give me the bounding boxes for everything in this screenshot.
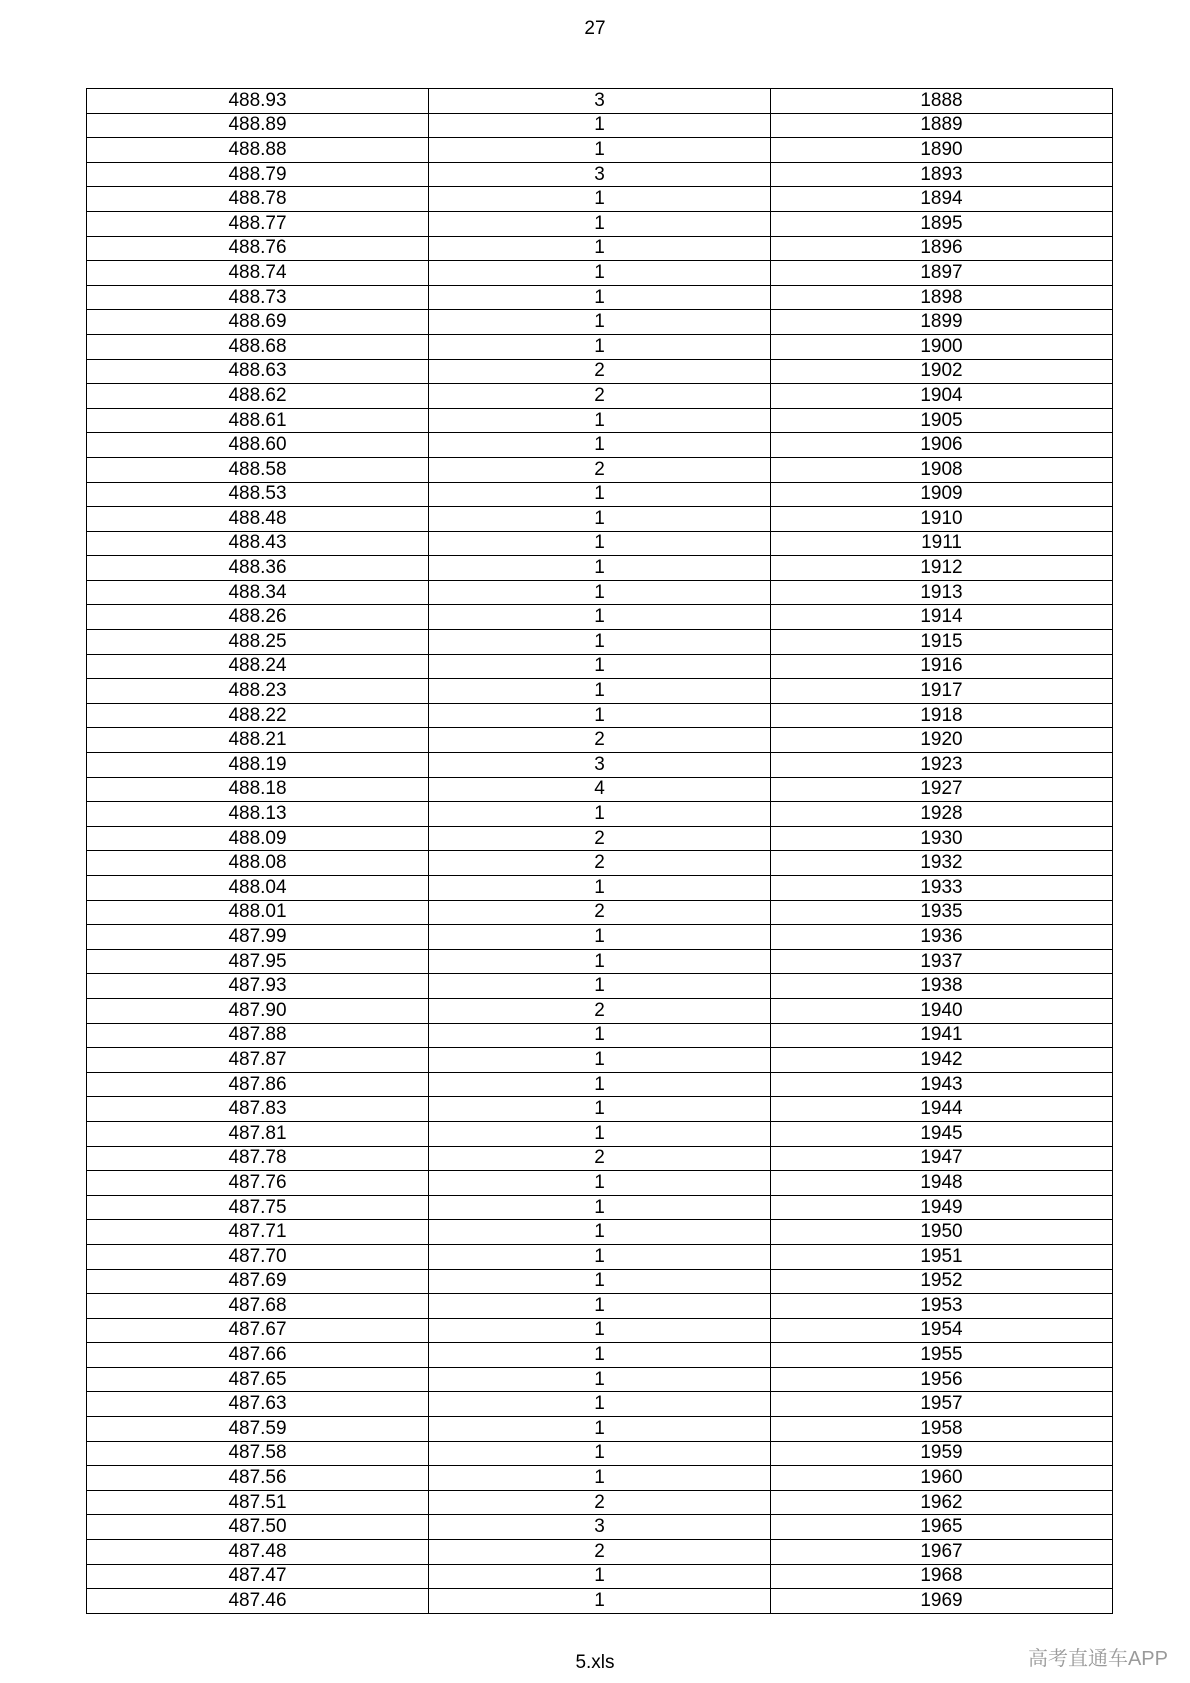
table-row [87, 1072, 1113, 1097]
cumulative-cell: 1944 [771, 1097, 1113, 1122]
count-cell: 1 [429, 1097, 771, 1122]
cumulative-cell: 1914 [771, 605, 1113, 630]
score-cell: 487.68 [87, 1294, 429, 1319]
cumulative-cell: 1932 [771, 851, 1113, 876]
table-row [87, 1367, 1113, 1392]
score-cell: 487.93 [87, 974, 429, 999]
count-cell: 1 [429, 236, 771, 261]
count-cell: 1 [429, 1269, 771, 1294]
table-row [87, 679, 1113, 704]
score-cell: 488.61 [87, 408, 429, 433]
score-cell: 488.58 [87, 457, 429, 482]
cumulative-cell: 1909 [771, 482, 1113, 507]
count-cell: 1 [429, 1367, 771, 1392]
count-cell: 1 [429, 187, 771, 212]
count-cell: 1 [429, 876, 771, 901]
table-row [87, 1318, 1113, 1343]
page-footer: 5.xls [575, 1652, 615, 1673]
score-cell: 487.83 [87, 1097, 429, 1122]
table-row [87, 1171, 1113, 1196]
score-cell: 487.87 [87, 1048, 429, 1073]
cumulative-cell: 1940 [771, 998, 1113, 1023]
score-cell: 488.60 [87, 433, 429, 458]
table-row [87, 334, 1113, 359]
cumulative-cell: 1942 [771, 1048, 1113, 1073]
score-cell: 488.09 [87, 826, 429, 851]
table-row [87, 507, 1113, 532]
score-cell: 487.71 [87, 1220, 429, 1245]
cumulative-cell: 1916 [771, 654, 1113, 679]
table-row [87, 1589, 1113, 1614]
table-row [87, 211, 1113, 236]
table-row [87, 1441, 1113, 1466]
count-cell: 3 [429, 89, 771, 114]
table-row [87, 89, 1113, 114]
score-cell: 487.78 [87, 1146, 429, 1171]
cumulative-cell: 1912 [771, 556, 1113, 581]
table-row [87, 457, 1113, 482]
cumulative-cell: 1938 [771, 974, 1113, 999]
count-cell: 1 [429, 433, 771, 458]
cumulative-cell: 1968 [771, 1564, 1113, 1589]
table-row [87, 1023, 1113, 1048]
cumulative-cell: 1894 [771, 187, 1113, 212]
score-cell: 488.68 [87, 334, 429, 359]
score-cell: 488.93 [87, 89, 429, 114]
count-cell: 2 [429, 457, 771, 482]
table-row [87, 1490, 1113, 1515]
score-cell: 487.95 [87, 949, 429, 974]
score-cell: 488.34 [87, 580, 429, 605]
score-cell: 487.88 [87, 1023, 429, 1048]
count-cell: 2 [429, 826, 771, 851]
table-row [87, 1097, 1113, 1122]
count-cell: 1 [429, 334, 771, 359]
cumulative-cell: 1957 [771, 1392, 1113, 1417]
cumulative-cell: 1967 [771, 1540, 1113, 1565]
cumulative-cell: 1898 [771, 285, 1113, 310]
count-cell: 1 [429, 1589, 771, 1614]
count-cell: 2 [429, 998, 771, 1023]
table-row [87, 1121, 1113, 1146]
table-row [87, 162, 1113, 187]
cumulative-cell: 1893 [771, 162, 1113, 187]
table-row [87, 433, 1113, 458]
table-row [87, 876, 1113, 901]
table-row [87, 826, 1113, 851]
count-cell: 2 [429, 1490, 771, 1515]
cumulative-cell: 1915 [771, 630, 1113, 655]
table-row [87, 703, 1113, 728]
score-cell: 488.69 [87, 310, 429, 335]
count-cell: 1 [429, 1023, 771, 1048]
table-row [87, 1515, 1113, 1540]
table-row [87, 777, 1113, 802]
count-cell: 1 [429, 580, 771, 605]
cumulative-cell: 1911 [771, 531, 1113, 556]
count-cell: 1 [429, 482, 771, 507]
score-cell: 488.19 [87, 753, 429, 778]
count-cell: 1 [429, 1244, 771, 1269]
cumulative-cell: 1900 [771, 334, 1113, 359]
cumulative-cell: 1941 [771, 1023, 1113, 1048]
table-row [87, 482, 1113, 507]
cumulative-cell: 1953 [771, 1294, 1113, 1319]
cumulative-cell: 1899 [771, 310, 1113, 335]
table-row [87, 753, 1113, 778]
table-row [87, 851, 1113, 876]
count-cell: 1 [429, 531, 771, 556]
count-cell: 1 [429, 1318, 771, 1343]
table-row [87, 531, 1113, 556]
count-cell: 1 [429, 1466, 771, 1491]
table-row [87, 974, 1113, 999]
score-cell: 487.86 [87, 1072, 429, 1097]
score-cell: 487.59 [87, 1417, 429, 1442]
score-table-container [86, 88, 1112, 1614]
count-cell: 1 [429, 703, 771, 728]
cumulative-cell: 1954 [771, 1318, 1113, 1343]
count-cell: 1 [429, 113, 771, 138]
table-row [87, 998, 1113, 1023]
cumulative-cell: 1918 [771, 703, 1113, 728]
cumulative-cell: 1950 [771, 1220, 1113, 1245]
score-cell: 487.99 [87, 925, 429, 950]
cumulative-cell: 1962 [771, 1490, 1113, 1515]
count-cell: 1 [429, 1294, 771, 1319]
score-cell: 488.08 [87, 851, 429, 876]
score-cell: 488.04 [87, 876, 429, 901]
score-cell: 488.01 [87, 900, 429, 925]
score-cell: 488.26 [87, 605, 429, 630]
count-cell: 2 [429, 728, 771, 753]
table-row [87, 630, 1113, 655]
score-cell: 487.65 [87, 1367, 429, 1392]
score-cell: 488.73 [87, 285, 429, 310]
score-cell: 488.25 [87, 630, 429, 655]
table-row [87, 925, 1113, 950]
count-cell: 4 [429, 777, 771, 802]
cumulative-cell: 1930 [771, 826, 1113, 851]
cumulative-cell: 1902 [771, 359, 1113, 384]
cumulative-cell: 1945 [771, 1121, 1113, 1146]
table-row [87, 310, 1113, 335]
count-cell: 1 [429, 310, 771, 335]
table-row [87, 580, 1113, 605]
table-row [87, 1540, 1113, 1565]
table-row [87, 261, 1113, 286]
cumulative-cell: 1937 [771, 949, 1113, 974]
table-row [87, 1564, 1113, 1589]
cumulative-cell: 1927 [771, 777, 1113, 802]
cumulative-cell: 1904 [771, 384, 1113, 409]
score-cell: 487.51 [87, 1490, 429, 1515]
score-cell: 488.79 [87, 162, 429, 187]
count-cell: 1 [429, 1417, 771, 1442]
count-cell: 1 [429, 1441, 771, 1466]
cumulative-cell: 1906 [771, 433, 1113, 458]
table-row [87, 949, 1113, 974]
count-cell: 1 [429, 1072, 771, 1097]
cumulative-cell: 1888 [771, 89, 1113, 114]
count-cell: 2 [429, 900, 771, 925]
count-cell: 2 [429, 1540, 771, 1565]
cumulative-cell: 1958 [771, 1417, 1113, 1442]
score-cell: 488.22 [87, 703, 429, 728]
count-cell: 1 [429, 654, 771, 679]
count-cell: 1 [429, 1343, 771, 1368]
cumulative-cell: 1960 [771, 1466, 1113, 1491]
score-cell: 488.21 [87, 728, 429, 753]
table-row [87, 1343, 1113, 1368]
table-row [87, 1466, 1113, 1491]
count-cell: 1 [429, 1220, 771, 1245]
table-row [87, 1269, 1113, 1294]
table-row [87, 1146, 1113, 1171]
cumulative-cell: 1969 [771, 1589, 1113, 1614]
score-cell: 487.69 [87, 1269, 429, 1294]
table-row [87, 1294, 1113, 1319]
count-cell: 1 [429, 1048, 771, 1073]
count-cell: 1 [429, 408, 771, 433]
table-row [87, 187, 1113, 212]
cumulative-cell: 1917 [771, 679, 1113, 704]
cumulative-cell: 1895 [771, 211, 1113, 236]
count-cell: 1 [429, 974, 771, 999]
count-cell: 1 [429, 679, 771, 704]
cumulative-cell: 1952 [771, 1269, 1113, 1294]
cumulative-cell: 1896 [771, 236, 1113, 261]
score-cell: 488.36 [87, 556, 429, 581]
score-cell: 488.13 [87, 802, 429, 827]
count-cell: 1 [429, 507, 771, 532]
cumulative-cell: 1923 [771, 753, 1113, 778]
score-cell: 488.48 [87, 507, 429, 532]
cumulative-cell: 1897 [771, 261, 1113, 286]
cumulative-cell: 1951 [771, 1244, 1113, 1269]
table-row [87, 1392, 1113, 1417]
count-cell: 1 [429, 138, 771, 163]
cumulative-cell: 1936 [771, 925, 1113, 950]
score-cell: 487.56 [87, 1466, 429, 1491]
table-row [87, 1048, 1113, 1073]
score-cell: 488.43 [87, 531, 429, 556]
cumulative-cell: 1959 [771, 1441, 1113, 1466]
count-cell: 3 [429, 162, 771, 187]
table-row [87, 802, 1113, 827]
table-row [87, 654, 1113, 679]
cumulative-cell: 1947 [771, 1146, 1113, 1171]
score-cell: 487.76 [87, 1171, 429, 1196]
cumulative-cell: 1949 [771, 1195, 1113, 1220]
table-row [87, 1220, 1113, 1245]
table-row [87, 1417, 1113, 1442]
count-cell: 1 [429, 556, 771, 581]
score-cell: 488.76 [87, 236, 429, 261]
table-row [87, 728, 1113, 753]
page-number: 27 [584, 18, 606, 39]
cumulative-cell: 1943 [771, 1072, 1113, 1097]
cumulative-cell: 1948 [771, 1171, 1113, 1196]
score-cell: 488.62 [87, 384, 429, 409]
table-row [87, 384, 1113, 409]
cumulative-cell: 1908 [771, 457, 1113, 482]
cumulative-cell: 1933 [771, 876, 1113, 901]
score-cell: 488.78 [87, 187, 429, 212]
watermark: 高考直通车APP [1027, 1648, 1168, 1670]
score-cell: 487.81 [87, 1121, 429, 1146]
count-cell: 2 [429, 359, 771, 384]
score-cell: 487.67 [87, 1318, 429, 1343]
cumulative-cell: 1965 [771, 1515, 1113, 1540]
count-cell: 2 [429, 851, 771, 876]
cumulative-cell: 1910 [771, 507, 1113, 532]
score-cell: 487.63 [87, 1392, 429, 1417]
count-cell: 1 [429, 211, 771, 236]
cumulative-cell: 1920 [771, 728, 1113, 753]
score-cell: 487.46 [87, 1589, 429, 1614]
score-cell: 488.18 [87, 777, 429, 802]
cumulative-cell: 1928 [771, 802, 1113, 827]
table-row [87, 900, 1113, 925]
cumulative-cell: 1955 [771, 1343, 1113, 1368]
count-cell: 1 [429, 1171, 771, 1196]
table-row [87, 359, 1113, 384]
score-cell: 488.88 [87, 138, 429, 163]
cumulative-cell: 1935 [771, 900, 1113, 925]
score-cell: 488.77 [87, 211, 429, 236]
table-row [87, 236, 1113, 261]
count-cell: 1 [429, 1564, 771, 1589]
table-row [87, 408, 1113, 433]
count-cell: 1 [429, 261, 771, 286]
count-cell: 1 [429, 285, 771, 310]
count-cell: 3 [429, 1515, 771, 1540]
count-cell: 2 [429, 1146, 771, 1171]
score-cell: 487.66 [87, 1343, 429, 1368]
score-cell: 487.47 [87, 1564, 429, 1589]
count-cell: 1 [429, 925, 771, 950]
score-cell: 487.50 [87, 1515, 429, 1540]
cumulative-cell: 1889 [771, 113, 1113, 138]
count-cell: 1 [429, 1121, 771, 1146]
score-cell: 487.70 [87, 1244, 429, 1269]
score-cell: 488.53 [87, 482, 429, 507]
table-row [87, 113, 1113, 138]
cumulative-cell: 1890 [771, 138, 1113, 163]
score-cell: 487.75 [87, 1195, 429, 1220]
count-cell: 2 [429, 384, 771, 409]
score-cell: 488.74 [87, 261, 429, 286]
cumulative-cell: 1913 [771, 580, 1113, 605]
count-cell: 1 [429, 802, 771, 827]
score-cell: 487.48 [87, 1540, 429, 1565]
count-cell: 1 [429, 1195, 771, 1220]
cumulative-cell: 1905 [771, 408, 1113, 433]
table-row [87, 285, 1113, 310]
table-row [87, 556, 1113, 581]
table-body [87, 89, 1113, 1614]
cumulative-cell: 1956 [771, 1367, 1113, 1392]
score-cell: 487.90 [87, 998, 429, 1023]
count-cell: 1 [429, 1392, 771, 1417]
score-cell: 488.24 [87, 654, 429, 679]
count-cell: 1 [429, 949, 771, 974]
count-cell: 3 [429, 753, 771, 778]
score-cell: 488.89 [87, 113, 429, 138]
table-row [87, 1195, 1113, 1220]
score-cell: 488.23 [87, 679, 429, 704]
score-cell: 487.58 [87, 1441, 429, 1466]
table-row [87, 138, 1113, 163]
table-row [87, 1244, 1113, 1269]
count-cell: 1 [429, 605, 771, 630]
score-cell: 488.63 [87, 359, 429, 384]
score-table [86, 88, 1113, 1614]
table-row [87, 605, 1113, 630]
count-cell: 1 [429, 630, 771, 655]
